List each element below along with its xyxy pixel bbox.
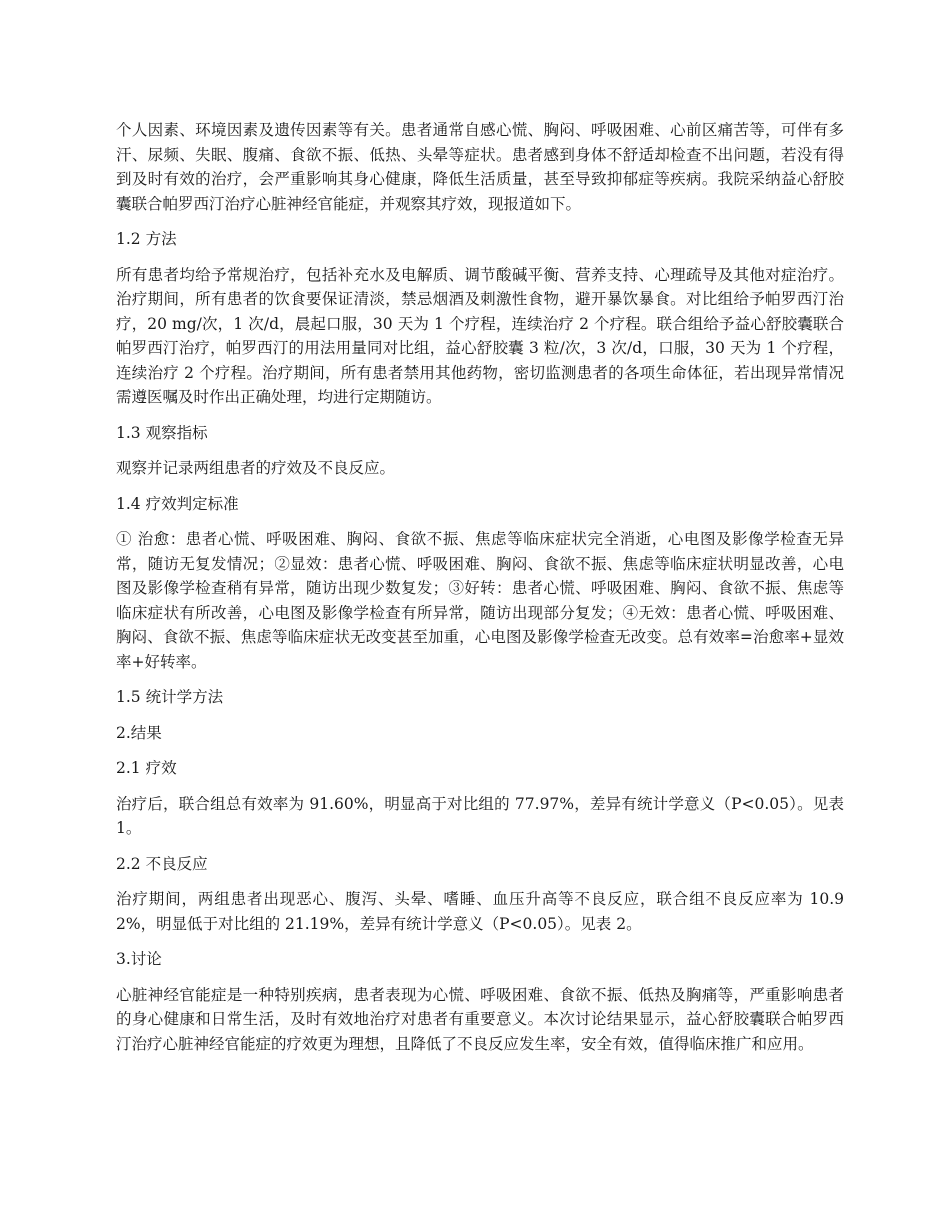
paragraph-intro: 个人因素、环境因素及遗传因素等有关。患者通常自感心慌、胸闷、呼吸困难、心前区痛苦等，可伴有多汗、尿频、失眠、腹痛、食欲不振、低热、头晕等症状。患者感到身体不舒适却检查不出问题，若没有得到及时有效的治疗，会严重影响其身心健康，降低生活质量，甚至导致抑郁症等疾病。我院采纳益心舒胶囊联合帕罗西汀治疗心脏神经官能症，并观察其疗效，现报道如下。 [116, 121, 844, 213]
heading-2-2-adverse: 2.2 不良反应 [116, 854, 208, 873]
paragraph-discussion: 心脏神经官能症是一种特别疾病，患者表现为心慌、呼吸困难、食欲不振、低热及胸痛等，严重影响患者的身心健康和日常生活，及时有效地治疗对患者有重要意义。本次讨论结果显示，益心舒胶囊联合帕罗西汀治疗心脏神经官能症的疗效更为理想，且降低了不良反应发生率，安全有效，值得临床推广和应用。 [116, 985, 844, 1053]
heading-1-5-statistics: 1.5 统计学方法 [116, 688, 224, 706]
paragraph-adverse: 治疗期间，两组患者出现恶心、腹泻、头晕、嗜睡、血压升高等不良反应，联合组不良反应率为 10.92%，明显低于对比组的 21.19%，差异有统计学意义（P<0.05）。见表 2。 [116, 890, 844, 933]
document-page [116, 118, 844, 1056]
paragraph-criteria: ① 治愈：患者心慌、呼吸困难、胸闷、食欲不振、焦虑等临床症状完全消逝，心电图及影像学检查无异常，随访无复发情况；②显效：患者心慌、呼吸困难、胸闷、食欲不振、焦虑等临床症状明显改善，心电图及影像学检查稍有异常，随访出现少数复发；③好转：患者心慌、呼吸困难、胸闷、食欲不振、焦虑等临床症状有所改善，心电图及影像学检查有所异常，随访出现部分复发；④无效：患者心慌、呼吸困难、胸闷、食欲不振、焦虑等临床症状无改变甚至加重，心电图及影像学检查无改变。总有效率=治愈率+显效率+好转率。 [116, 530, 844, 671]
heading-2-results: 2.结果 [116, 723, 162, 742]
heading-1-3-indicators: 1.3 观察指标 [116, 423, 208, 442]
heading-1-4-criteria: 1.4 疗效判定标准 [116, 494, 239, 513]
heading-1-2-method: 1.2 方法 [116, 230, 177, 248]
heading-2-1-efficacy: 2.1 疗效 [116, 759, 177, 777]
heading-3-discussion: 3.讨论 [116, 950, 162, 968]
paragraph-efficacy: 治疗后，联合组总有效率为 91.60%，明显高于对比组的 77.97%，差异有统计学意义（P<0.05）。见表 1。 [116, 794, 844, 837]
paragraph-method: 所有患者均给予常规治疗，包括补充水及电解质、调节酸碱平衡、营养支持、心理疏导及其他对症治疗。治疗期间，所有患者的饮食要保证清淡，禁忌烟酒及刺激性食物，避开暴饮暴食。对比组给予帕罗西汀治疗，20 mg/次，1 次/d，晨起口服，30 天为 1 个疗程，连续治疗 2 个疗程。联合组给予益心舒胶囊联合帕罗西汀治疗，帕罗西汀的用法用量同对比组，益心舒胶囊 3 粒/次，3 次/d，口服，30 天为 1 个疗程，连续治疗 2 个疗程。治疗期间，所有患者禁用其他药物，密切监测患者的各项生命体征，若出现异常情况需遵医嘱及时作出正确处理，均进行定期随访。 [116, 265, 844, 406]
paragraph-indicators: 观察并记录两组患者的疗效及不良反应。 [116, 459, 396, 477]
